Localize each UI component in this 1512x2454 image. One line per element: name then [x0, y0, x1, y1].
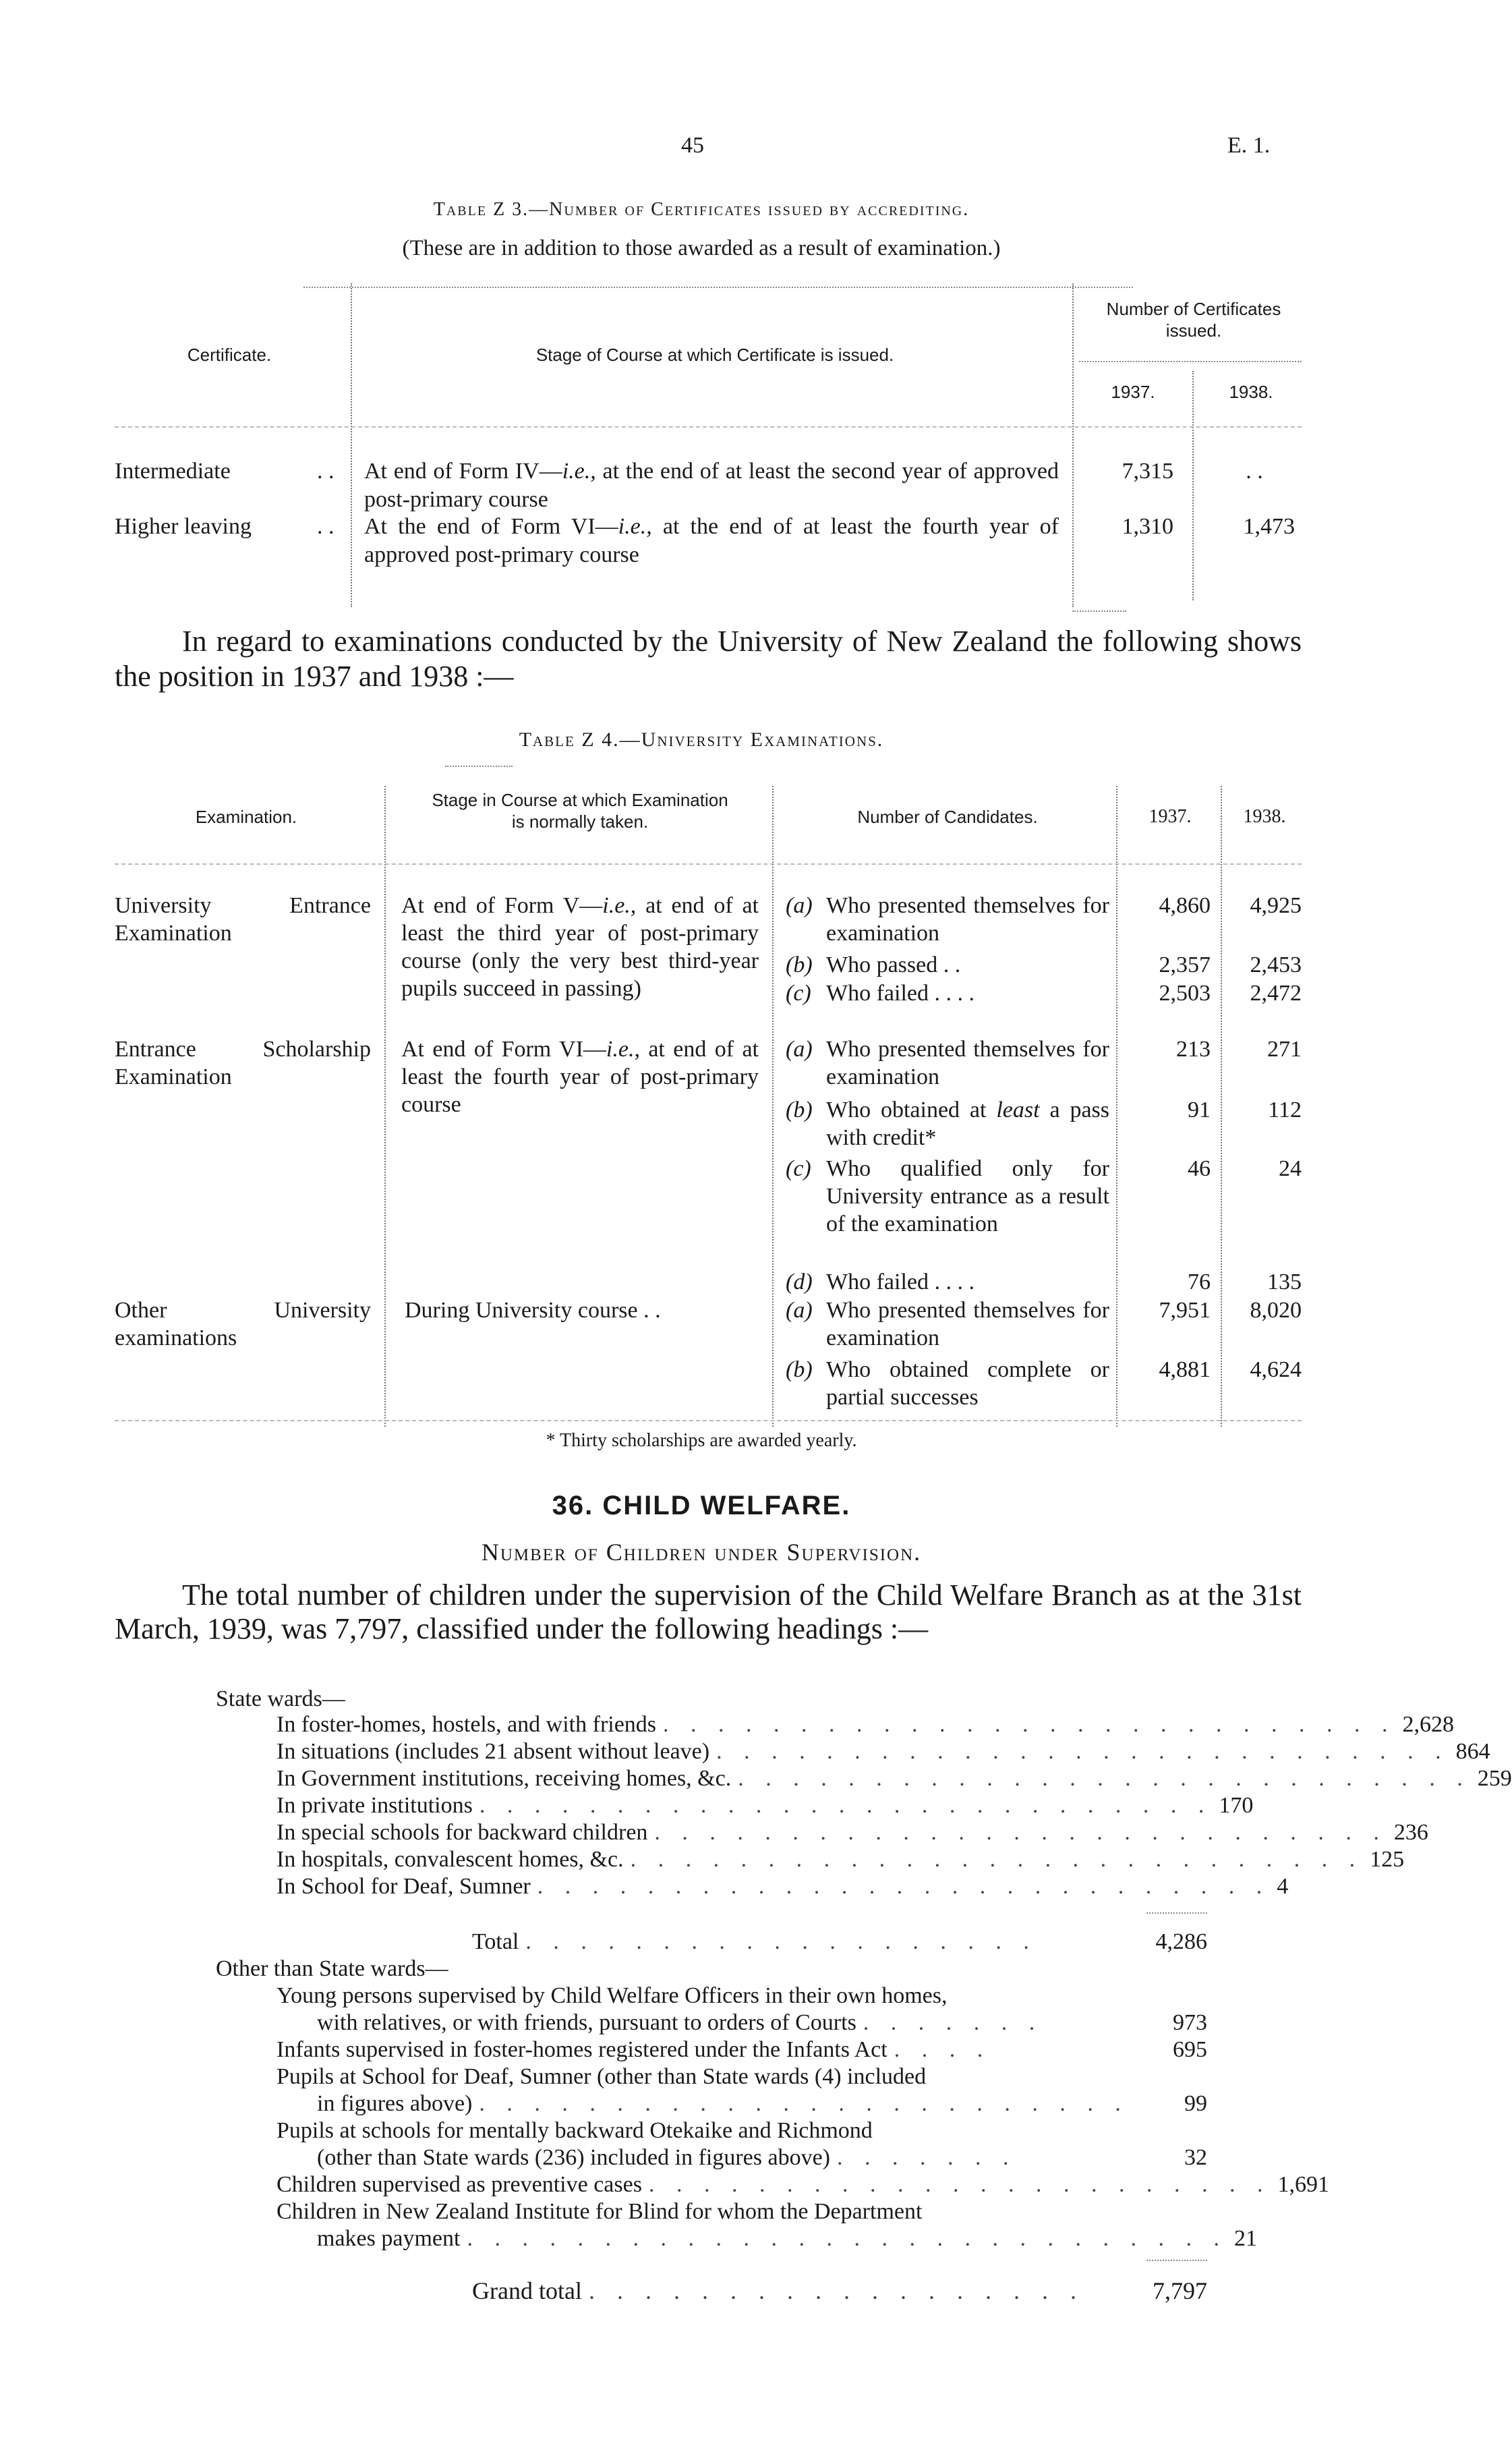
z4-g3-row-a-1937: 7,951 — [1159, 1298, 1211, 1323]
section-title: 36. CHILD WELFARE. — [552, 1491, 851, 1520]
other-row-1-line1: Young persons supervised by Child Welfare Officers in their own homes, — [277, 1983, 948, 2008]
z4-g3-row-b-text: Who obtained complete or partial successes — [826, 1357, 1109, 1410]
z4-g1-row-b-1937: 2,357 — [1159, 952, 1211, 977]
z4-header-stage: Stage in Course at which Examination is normally taken. — [432, 790, 728, 832]
z4-g2-row-a-text: Who presented themselves for examination — [826, 1037, 1109, 1089]
z4-header-1937: 1937. — [1148, 806, 1192, 827]
z4-footnote: * Thirty scholarships are awarded yearly. — [546, 1430, 857, 1451]
z4-g2-row-b-1937: 91 — [1188, 1097, 1211, 1122]
z4-g3-row-a-letter: (a) — [786, 1298, 813, 1323]
z4-header-1938: 1938. — [1243, 806, 1286, 827]
state-ward-row: In private institutions . . . . . . . . . . . . . . . . . . . . . . . . . . . 170 — [277, 1793, 1254, 1818]
state-ward-row: In Government institutions, receiving homes, &c. . . . . . . . . . . . . . . . . . . . . . . . . . . . 259 — [277, 1766, 1512, 1791]
z4-g3-row-b-1938: 4,624 — [1250, 1357, 1302, 1382]
other-row-1: with relatives, or with friends, pursuant to orders of Courts . . . . . . . 973 — [317, 2010, 1207, 2035]
table-z3-subtitle: (These are in addition to those awarded as a result of examination.) — [402, 236, 1001, 260]
other-row-3-line1: Pupils at School for Deaf, Sumner (other than State wards (4) included — [277, 2064, 927, 2089]
z4-g1-row-b-letter: (b) — [786, 952, 813, 977]
other-row-6-line1: Children in New Zealand Institute for Blind for whom the Department — [277, 2199, 923, 2224]
z3-row-2-certificate: Higher leaving — [115, 514, 252, 539]
z4-g1-row-b-text: Who passed . . — [826, 952, 961, 977]
z3-row-1-certificate: Intermediate — [115, 459, 231, 484]
other-row-5: Children supervised as preventive cases . . . . . . . . . . . . . . . . . . . . . . . 1,691 — [277, 2172, 1329, 2197]
z4-g1-row-c-1938: 2,472 — [1250, 981, 1302, 1006]
z4-g1-row-b-1938: 2,453 — [1250, 952, 1302, 977]
z4-group-3-exam: Other University examinations — [115, 1298, 371, 1350]
z4-g2-row-b-1938: 112 — [1268, 1097, 1302, 1122]
z4-g1-row-a-1937: 4,860 — [1159, 893, 1211, 918]
z3-row-2-1938: 1,473 — [1243, 514, 1295, 539]
z4-g2-row-a-letter: (a) — [786, 1037, 813, 1062]
z3-header-stage: Stage of Course at which Certificate is issued. — [535, 345, 894, 365]
z4-g3-row-b-1937: 4,881 — [1159, 1357, 1211, 1382]
state-ward-row: In special schools for backward children . . . . . . . . . . . . . . . . . . . . . . . . . . . 236 — [277, 1820, 1428, 1845]
z3-row-1-stage: At end of Form IV—i.e., at the end of at least the second year of approved post-primary course — [364, 459, 1059, 512]
z4-g1-row-c-1937: 2,503 — [1159, 981, 1211, 1006]
page-number: 45 — [681, 133, 704, 158]
z4-g1-row-c-text: Who failed . . . . — [826, 981, 975, 1006]
z3-row-1-1938: . . — [1246, 459, 1263, 484]
section-paragraph: The total number of children under the supervision of the Child Welfare Branch as at the 31st March, 1939, was 7,797, classified under the following headings :— — [115, 1578, 1302, 1645]
z3-row-2-stage: At the end of Form VI—i.e., at the end of at least the fourth year of approved post-primary course — [364, 514, 1059, 567]
z4-g1-row-a-1938: 4,925 — [1250, 893, 1302, 918]
z3-row-1-dots: . . — [317, 459, 335, 484]
z4-g3-row-a-text: Who presented themselves for examination — [826, 1298, 1109, 1350]
z3-header-1937: 1937. — [1111, 382, 1155, 402]
other-row-2: Infants supervised in foster-homes registered under the Infants Act . . . . 695 — [277, 2037, 1207, 2062]
state-wards-label: State wards— — [216, 1686, 345, 1711]
other-row-6: makes payment . . . . . . . . . . . . . . . . . . . . . . . . . . . . 21 — [317, 2226, 1257, 2251]
z3-row-1-1937: 7,315 — [1122, 459, 1173, 484]
z4-g2-row-d-1938: 135 — [1267, 1269, 1302, 1294]
table-z4-title: Table Z 4.—University Examinations. — [519, 729, 884, 751]
z4-g2-row-a-1938: 271 — [1267, 1037, 1302, 1062]
z4-header-exam: Examination. — [195, 807, 297, 827]
other-row-4-line1: Pupils at schools for mentally backward Otekaike and Richmond — [277, 2118, 873, 2143]
z3-row-2-dots: . . — [317, 514, 335, 539]
z4-header-candidates: Number of Candidates. — [857, 807, 1038, 827]
z4-g2-row-a-1937: 213 — [1176, 1037, 1211, 1062]
table-z3-title: Table Z 3.—Number of Certificates issued by accrediting. — [433, 199, 970, 220]
z4-g2-row-b-text: Who obtained at least a pass with credit* — [826, 1097, 1109, 1150]
z4-g2-row-c-text: Who qualified only for University entrance as a result of the examination — [826, 1156, 1109, 1236]
z4-g1-row-c-letter: (c) — [786, 981, 811, 1006]
z4-g2-row-d-text: Who failed . . . . — [826, 1269, 975, 1294]
state-ward-row: In hospitals, convalescent homes, &c. . . . . . . . . . . . . . . . . . . . . . . . . . . . 125 — [277, 1847, 1405, 1872]
z4-g2-row-d-1937: 76 — [1188, 1269, 1211, 1294]
section-subtitle: Number of Children under Supervision. — [481, 1539, 922, 1566]
z3-header-1938: 1938. — [1229, 382, 1273, 402]
other-wards-label: Other than State wards— — [216, 1956, 448, 1981]
z4-g2-row-b-letter: (b) — [786, 1097, 813, 1122]
z4-g2-row-c-1937: 46 — [1188, 1156, 1211, 1181]
grand-total: Grand total . . . . . . . . . . . . . . . . . . 7,797 — [472, 2277, 1207, 2304]
z4-group-3-stage: During University course . . — [405, 1298, 661, 1323]
other-row-4: (other than State wards (236) included in figures above) . . . . . . . 32 — [317, 2145, 1207, 2170]
z4-g1-row-a-letter: (a) — [786, 893, 813, 918]
z4-group-1-stage: At end of Form V—i.e., at end of at least the third year of post-primary course (only the very best third-year pupils succeed in passing) — [401, 893, 759, 1001]
z4-g1-row-a-text: Who presented themselves for examination — [826, 893, 1109, 946]
state-wards-total: Total . . . . . . . . . . . . . . . . . . . 4,286 — [472, 1929, 1207, 1954]
state-ward-row: In School for Deaf, Sumner . . . . . . . . . . . . . . . . . . . . . . . . . . . 4 — [277, 1874, 1289, 1899]
paragraph-university: In regard to examinations conducted by the University of New Zealand the following shows the position in 1937 and 1938 :— — [115, 625, 1302, 693]
z4-g2-row-c-letter: (c) — [786, 1156, 811, 1181]
z4-g3-row-a-1938: 8,020 — [1250, 1298, 1302, 1323]
z3-row-2-1937: 1,310 — [1122, 514, 1173, 539]
state-ward-row: In foster-homes, hostels, and with friends . . . . . . . . . . . . . . . . . . . . . . . . . . . 2,628 — [277, 1712, 1455, 1737]
z4-g3-row-b-letter: (b) — [786, 1357, 813, 1382]
z3-header-number: Number of Certificates issued. — [1106, 299, 1281, 341]
z4-g2-row-d-letter: (d) — [786, 1269, 813, 1294]
page-code: E. 1. — [1227, 133, 1271, 158]
z4-group-2-exam: Entrance Scholarship Examination — [115, 1037, 371, 1089]
z4-group-1-exam: University Entrance Examination — [115, 893, 371, 946]
z4-g2-row-c-1938: 24 — [1279, 1156, 1302, 1181]
z4-group-2-stage: At end of Form VI—i.e., at end of at least the fourth year of post-primary course — [401, 1037, 759, 1117]
state-ward-row: In situations (includes 21 absent without leave) . . . . . . . . . . . . . . . . . . . . . . . . . . . 864 — [277, 1739, 1490, 1764]
z3-header-certificate: Certificate. — [187, 345, 272, 365]
other-row-3: in figures above) . . . . . . . . . . . . . . . . . . . . . . . . 99 — [317, 2091, 1207, 2116]
